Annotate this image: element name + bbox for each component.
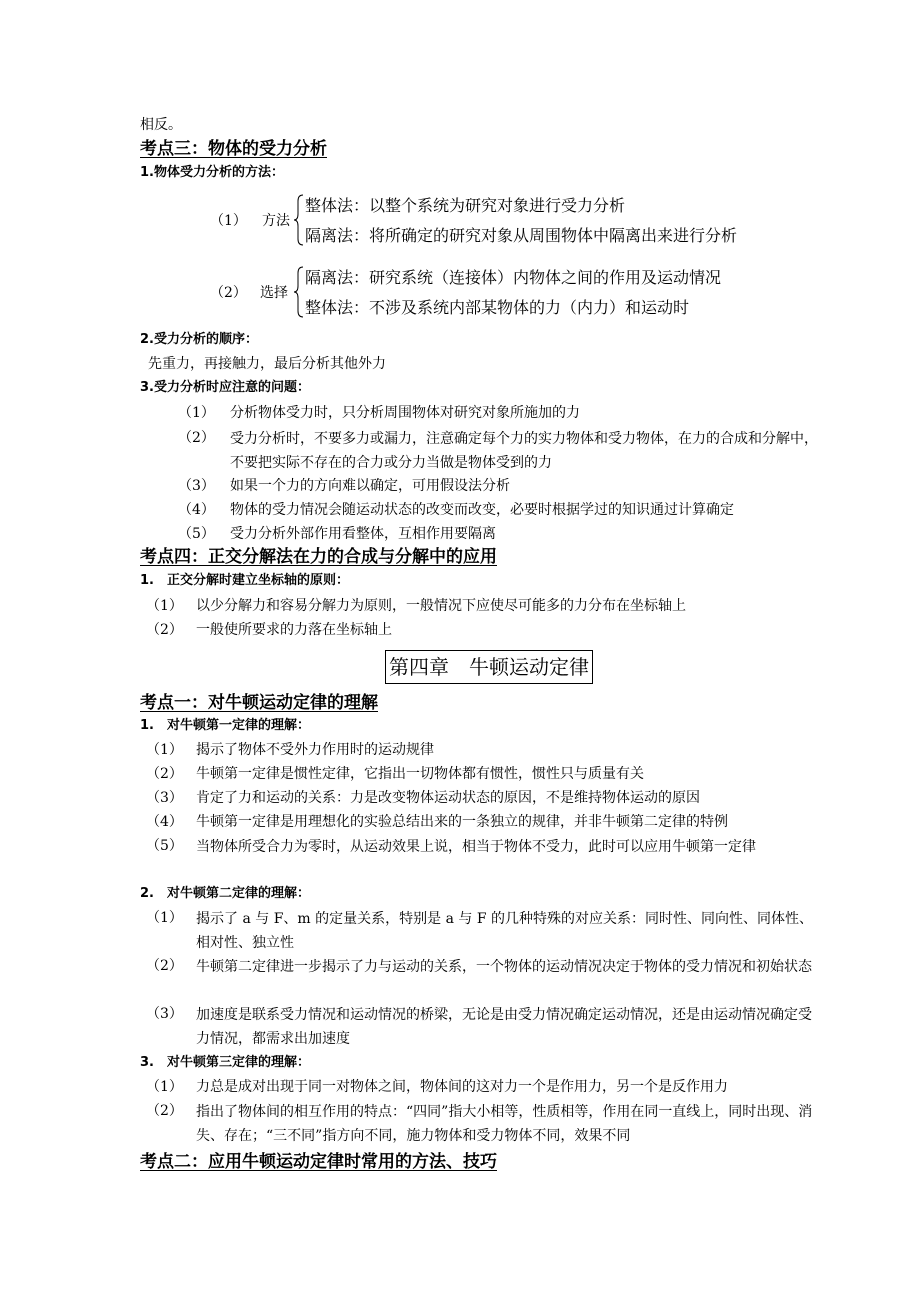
- continued-text: 相反。: [140, 117, 182, 133]
- item-text: 分析物体受力时，只分析周围物体对研究对象所施加的力: [230, 405, 580, 421]
- section-title: 考点二：应用牛顿运动定律时常用的方法、技巧: [140, 1152, 497, 1172]
- chapter-title: 第四章 牛顿运动定律: [385, 650, 593, 684]
- item-text: 牛顿第一定律是用理想化的实验总结出来的一条独立的规律，并非牛顿第二定律的特例: [196, 814, 728, 830]
- item-number: （3）: [146, 790, 183, 806]
- item-number: （2）: [146, 1103, 183, 1119]
- brace-label: 方法: [262, 213, 290, 229]
- item-number: （5）: [178, 526, 215, 542]
- section-title: 考点一：对牛顿运动定律的理解: [140, 693, 378, 713]
- option-text: 整体法：以整个系统为研究对象进行受力分析: [305, 196, 626, 215]
- item-number: （4）: [178, 502, 215, 518]
- subsection-heading: 1.物体受力分析的方法：: [140, 165, 284, 180]
- item-text: 指出了物体间的相互作用的特点：“四同”指大小相等，性质相等，作用在同一直线上，同时出现、消失、存在；“三不同”指方向不同，施力物体和受力物体不同，效果不同: [196, 1104, 813, 1144]
- item-number: （2）: [146, 766, 183, 782]
- option-text: 隔离法：将所确定的研究对象从周围物体中隔离出来进行分析: [305, 226, 738, 245]
- curly-brace-icon: [293, 266, 305, 318]
- option-text: 隔离法：研究系统（连接体）内物体之间的作用及运动情况: [305, 268, 722, 287]
- item-number: （3）: [146, 1006, 183, 1022]
- item-number: （4）: [146, 814, 183, 830]
- item-number: （2）: [146, 958, 183, 974]
- curly-brace-icon: [293, 194, 305, 246]
- item-text: 以少分解力和容易分解力为原则，一般情况下应使尽可能多的力分布在坐标轴上: [196, 598, 686, 614]
- item-number: （2）: [146, 622, 183, 638]
- item-text: 一般使所要求的力落在坐标轴上: [196, 622, 392, 638]
- item-number: （3）: [178, 478, 215, 494]
- item-number: （2）: [210, 285, 247, 301]
- item-number: （5）: [146, 838, 183, 854]
- item-number: （1）: [210, 213, 247, 229]
- item-number: （1）: [146, 598, 183, 614]
- item-number: （1）: [146, 910, 183, 926]
- subsection-heading: 3.受力分析时应注意的问题：: [140, 380, 310, 395]
- item-text: 加速度是联系受力情况和运动情况的桥梁，无论是由受力情况确定运动情况，还是由运动情况确定受力情况，都需求出加速度: [196, 1007, 812, 1047]
- body-text: 先重力，再接触力，最后分析其他外力: [148, 356, 386, 372]
- item-number: （1）: [146, 742, 183, 758]
- subsection-heading: 1. 正交分解时建立坐标轴的原则：: [140, 573, 349, 588]
- subsection-heading: 2.受力分析的顺序：: [140, 332, 258, 347]
- item-text: 如果一个力的方向难以确定，可用假设法分析: [230, 478, 510, 494]
- item-text: 受力分析时，不要多力或漏力，注意确定每个力的实力物体和受力物体，在力的合成和分解中，不要把实际不存在的合力或分力当做是物体受到的力: [230, 431, 818, 471]
- subsection-heading: 1. 对牛顿第一定律的理解：: [140, 718, 310, 733]
- item-text: 力总是成对出现于同一对物体之间，物体间的这对力一个是作用力，另一个是反作用力: [196, 1079, 728, 1095]
- subsection-heading: 3. 对牛顿第三定律的理解：: [140, 1055, 310, 1070]
- item-number: （1）: [178, 405, 215, 421]
- item-text: 肯定了力和运动的关系：力是改变物体运动状态的原因，不是维持物体运动的原因: [196, 790, 700, 806]
- item-text: 当物体所受合力为零时，从运动效果上说，相当于物体不受力，此时可以应用牛顿第一定律: [196, 839, 756, 855]
- option-text: 整体法：不涉及系统内部某物体的力（内力）和运动时: [305, 298, 690, 317]
- section-title: 考点三：物体的受力分析: [140, 139, 327, 159]
- item-text: 受力分析外部作用看整体，互相作用要隔离: [230, 526, 496, 542]
- subsection-heading: 2. 对牛顿第二定律的理解：: [140, 886, 310, 901]
- section-title: 考点四：正交分解法在力的合成与分解中的应用: [140, 547, 497, 567]
- item-text: 牛顿第一定律是惯性定律，它指出一切物体都有惯性，惯性只与质量有关: [196, 766, 644, 782]
- item-text: 揭示了 a 与 F、m 的定量关系，特别是 a 与 F 的几种特殊的对应关系：同时性、同向性、同体性、相对性、独立性: [196, 911, 813, 951]
- item-text: 牛顿第二定律进一步揭示了力与运动的关系，一个物体的运动情况决定于物体的受力情况和初始状态: [196, 959, 812, 975]
- brace-label: 选择: [260, 285, 288, 301]
- item-text: 物体的受力情况会随运动状态的改变而改变，必要时根据学过的知识通过计算确定: [230, 502, 734, 518]
- item-number: （2）: [178, 430, 215, 446]
- item-number: （1）: [146, 1079, 183, 1095]
- item-text: 揭示了物体不受外力作用时的运动规律: [196, 742, 434, 758]
